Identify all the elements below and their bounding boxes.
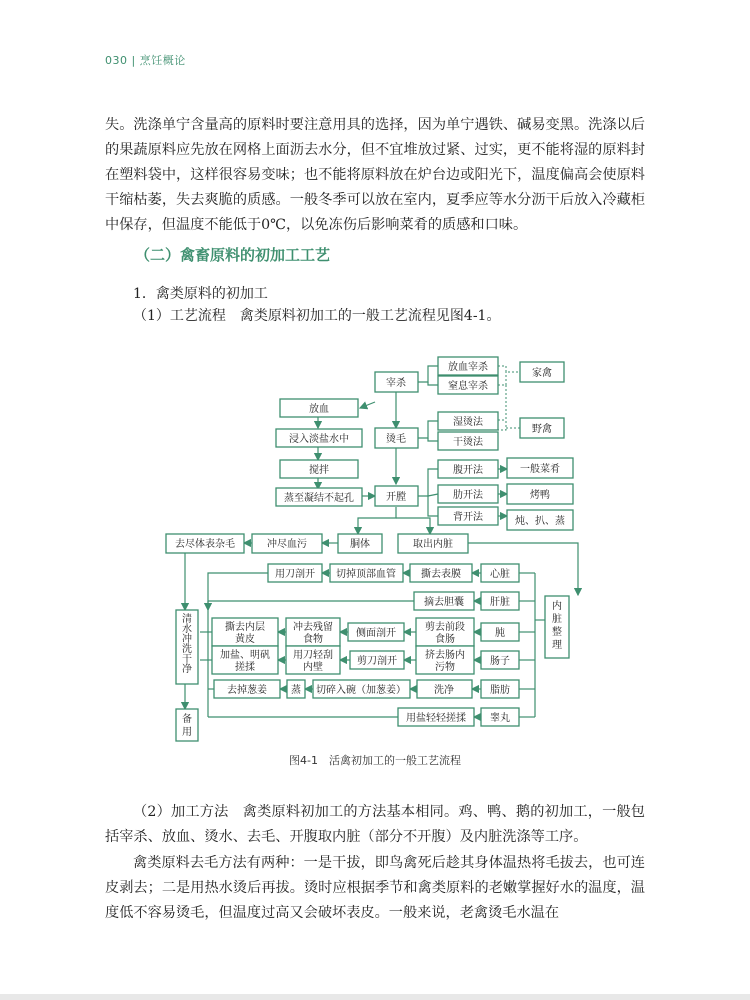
node-zhen xyxy=(481,623,519,641)
node-qingshui xyxy=(176,610,198,684)
node-jiqu xyxy=(416,646,474,674)
flow-intro: （1）工艺流程 禽类原料初加工的一般工艺流程见图4-1。 xyxy=(133,308,501,324)
svg-text:湿烫法: 湿烫法 xyxy=(453,417,483,428)
svg-text:开膛: 开膛 xyxy=(386,492,406,503)
svg-text:切掉顶部血管: 切掉顶部血管 xyxy=(336,569,396,580)
node-jiayan xyxy=(212,646,278,674)
svg-text:剪去前段食肠: 剪去前段食肠 xyxy=(425,622,465,645)
node-qiesui xyxy=(313,680,410,698)
node-yeqin xyxy=(520,418,564,438)
svg-text:宰杀: 宰杀 xyxy=(386,378,406,389)
svg-text:浸入淡盐水中: 浸入淡盐水中 xyxy=(289,434,349,445)
svg-text:用刀剖开: 用刀剖开 xyxy=(275,569,315,580)
paragraph-washing: 失。洗涤单宁含量高的原料时要注意用具的选择，因为单宁遇铁、碱易变黑。洗涤以后的果蔬原料应先放在网格上面沥去水分，但不宜堆放过紧、过实，更不能将湿的原料封在塑料袋中，这样很容易变味；也不能将原料放在炉台边或阳光下，温度偏高会使原料干缩枯萎，失去爽脆的质感。一般冬季可以放在室内，夏季应等水分沥干后放入冷藏柜中保存，但温度不能低于0℃，以免冻伤后影响菜肴的质感和口味。 xyxy=(105,117,645,233)
node-tangmao xyxy=(375,428,418,448)
node-jiaqin xyxy=(520,362,564,382)
running-header xyxy=(105,52,186,68)
svg-text:肠子: 肠子 xyxy=(490,656,510,667)
node-yongyan xyxy=(398,708,474,726)
svg-text:心脏: 心脏 xyxy=(490,569,510,580)
svg-text:腹开法: 腹开法 xyxy=(453,465,483,476)
svg-text:一般菜肴: 一般菜肴 xyxy=(520,464,560,475)
node-zhifang xyxy=(481,680,519,698)
svg-text:放血: 放血 xyxy=(309,404,329,415)
svg-text:冲尽血污: 冲尽血污 xyxy=(267,539,307,550)
svg-text:洗净: 洗净 xyxy=(434,685,454,696)
node-fangxue xyxy=(280,399,358,417)
svg-text:去掉葱姜: 去掉葱姜 xyxy=(227,685,267,696)
svg-text:烤鸭: 烤鸭 xyxy=(530,490,550,501)
svg-text:蒸至凝结不起孔: 蒸至凝结不起孔 xyxy=(284,493,354,504)
svg-text:野禽: 野禽 xyxy=(532,424,552,435)
node-chongjin xyxy=(252,534,322,553)
svg-text:背开法: 背开法 xyxy=(453,512,483,523)
page-bottom-edge xyxy=(0,994,750,1000)
node-neizang xyxy=(545,596,569,658)
svg-text:放血宰杀: 放血宰杀 xyxy=(448,362,488,373)
svg-text:用盐轻轻搓揉: 用盐轻轻搓揉 xyxy=(406,713,466,724)
svg-text:睾丸: 睾丸 xyxy=(490,713,510,724)
flowchart xyxy=(0,350,750,770)
node-qudiao xyxy=(214,680,280,698)
svg-text:家禽: 家禽 xyxy=(532,368,552,379)
page-number: 030 xyxy=(105,54,128,67)
svg-text:脂肪: 脂肪 xyxy=(490,685,510,696)
node-qiti xyxy=(338,534,382,553)
node-jinru xyxy=(276,429,362,447)
svg-text:炖、扒、蒸: 炖、扒、蒸 xyxy=(515,516,565,527)
node-xinzang xyxy=(481,564,519,582)
sub-heading: 1．禽类原料的初加工 xyxy=(133,286,268,302)
svg-text:肝脏: 肝脏 xyxy=(490,597,510,608)
svg-text:烫毛: 烫毛 xyxy=(386,434,406,445)
node-cemian xyxy=(348,623,404,641)
svg-text:挤去肠内污物: 挤去肠内污物 xyxy=(425,650,465,673)
node-chongqu xyxy=(286,618,340,646)
node-siqunei xyxy=(212,618,278,646)
paragraph-methods: （2）加工方法 禽类原料初加工的方法基本相同。鸡、鸭、鹅的初加工，一般包括宰杀、放血、烫水、去毛、开腹取内脏（部分不开腹）及内脏洗涤等工序。 xyxy=(105,804,645,845)
svg-text:搅拌: 搅拌 xyxy=(309,465,329,476)
node-gangzang xyxy=(481,592,519,610)
node-zhaiqu xyxy=(414,592,474,610)
node-yibancaiyao xyxy=(507,458,573,478)
svg-text:撕去表膜: 撕去表膜 xyxy=(421,569,461,580)
svg-text:清水冲洗干净: 清水冲洗干净 xyxy=(182,614,192,675)
svg-text:干烫法: 干烫法 xyxy=(453,437,483,448)
node-qiediao xyxy=(330,564,403,582)
node-jianqu xyxy=(416,618,474,646)
node-kaitang xyxy=(375,486,418,506)
section-heading: （二）禽畜原料的初加工工艺 xyxy=(135,246,331,264)
book-title: 烹饪概论 xyxy=(139,54,186,67)
node-siqubiao xyxy=(410,564,472,582)
node-qujinti xyxy=(166,534,244,553)
node-shitangfa xyxy=(438,412,498,430)
node-jiaoban xyxy=(280,460,358,478)
svg-text:撕去内层黄皮: 撕去内层黄皮 xyxy=(225,622,265,645)
svg-text:冲去残留食物: 冲去残留食物 xyxy=(293,622,333,645)
svg-text:肋开法: 肋开法 xyxy=(453,490,483,501)
node-zaisha xyxy=(375,372,418,392)
node-jiandao xyxy=(350,651,404,669)
node-leikaifa xyxy=(438,485,498,503)
svg-text:肫: 肫 xyxy=(495,628,505,639)
node-yongdao xyxy=(268,564,322,582)
node-beikaifa xyxy=(438,507,498,525)
node-gantangfa xyxy=(438,432,498,450)
figure-caption: 图4-1 活禽初加工的一般工艺流程 xyxy=(289,754,461,767)
header-separator: | xyxy=(131,54,136,67)
node-quchu xyxy=(398,534,468,553)
node-xijing xyxy=(417,680,472,698)
svg-text:加盐、明矾搓揉: 加盐、明矾搓揉 xyxy=(220,650,270,673)
svg-text:内脏整理: 内脏整理 xyxy=(552,601,562,651)
node-zheng xyxy=(287,680,305,698)
svg-text:侧面剖开: 侧面剖开 xyxy=(356,628,396,639)
node-beiyong xyxy=(176,709,198,741)
svg-text:剪刀剖开: 剪刀剖开 xyxy=(357,656,397,667)
svg-text:切碎入碗（加葱姜）: 切碎入碗（加葱姜） xyxy=(316,685,406,696)
svg-text:去尽体表杂毛: 去尽体表杂毛 xyxy=(175,539,235,550)
svg-text:摘去胆囊: 摘去胆囊 xyxy=(424,597,464,608)
paragraph-plucking: 禽类原料去毛方法有两种：一是干拔，即鸟禽死后趁其身体温热将毛拔去，也可连皮剥去；二是用热水烫后再拔。烫时应根据季节和禽类原料的老嫩掌握好水的温度，温度低不容易烫毛，但温度过高又会破坏表皮。一般来说，老禽烫毛水温在 xyxy=(105,855,645,921)
svg-text:窒息宰杀: 窒息宰杀 xyxy=(448,381,488,392)
svg-text:用刀轻刮内壁: 用刀轻刮内壁 xyxy=(293,650,333,673)
node-fukaifa xyxy=(438,460,498,478)
svg-text:取出内脏: 取出内脏 xyxy=(413,539,453,550)
node-kaoya xyxy=(507,484,573,504)
svg-text:备用: 备用 xyxy=(182,714,192,738)
node-changzi xyxy=(481,651,519,669)
node-dunpazheng xyxy=(507,510,573,530)
svg-text:胴体: 胴体 xyxy=(350,539,370,550)
node-zhengzhi xyxy=(276,488,362,506)
node-fangxue-zaisha xyxy=(438,357,498,375)
node-gaowan xyxy=(481,708,519,726)
node-zhixi-zaisha xyxy=(438,376,498,394)
svg-text:蒸: 蒸 xyxy=(291,685,301,696)
node-yongdaoqing xyxy=(286,646,340,674)
